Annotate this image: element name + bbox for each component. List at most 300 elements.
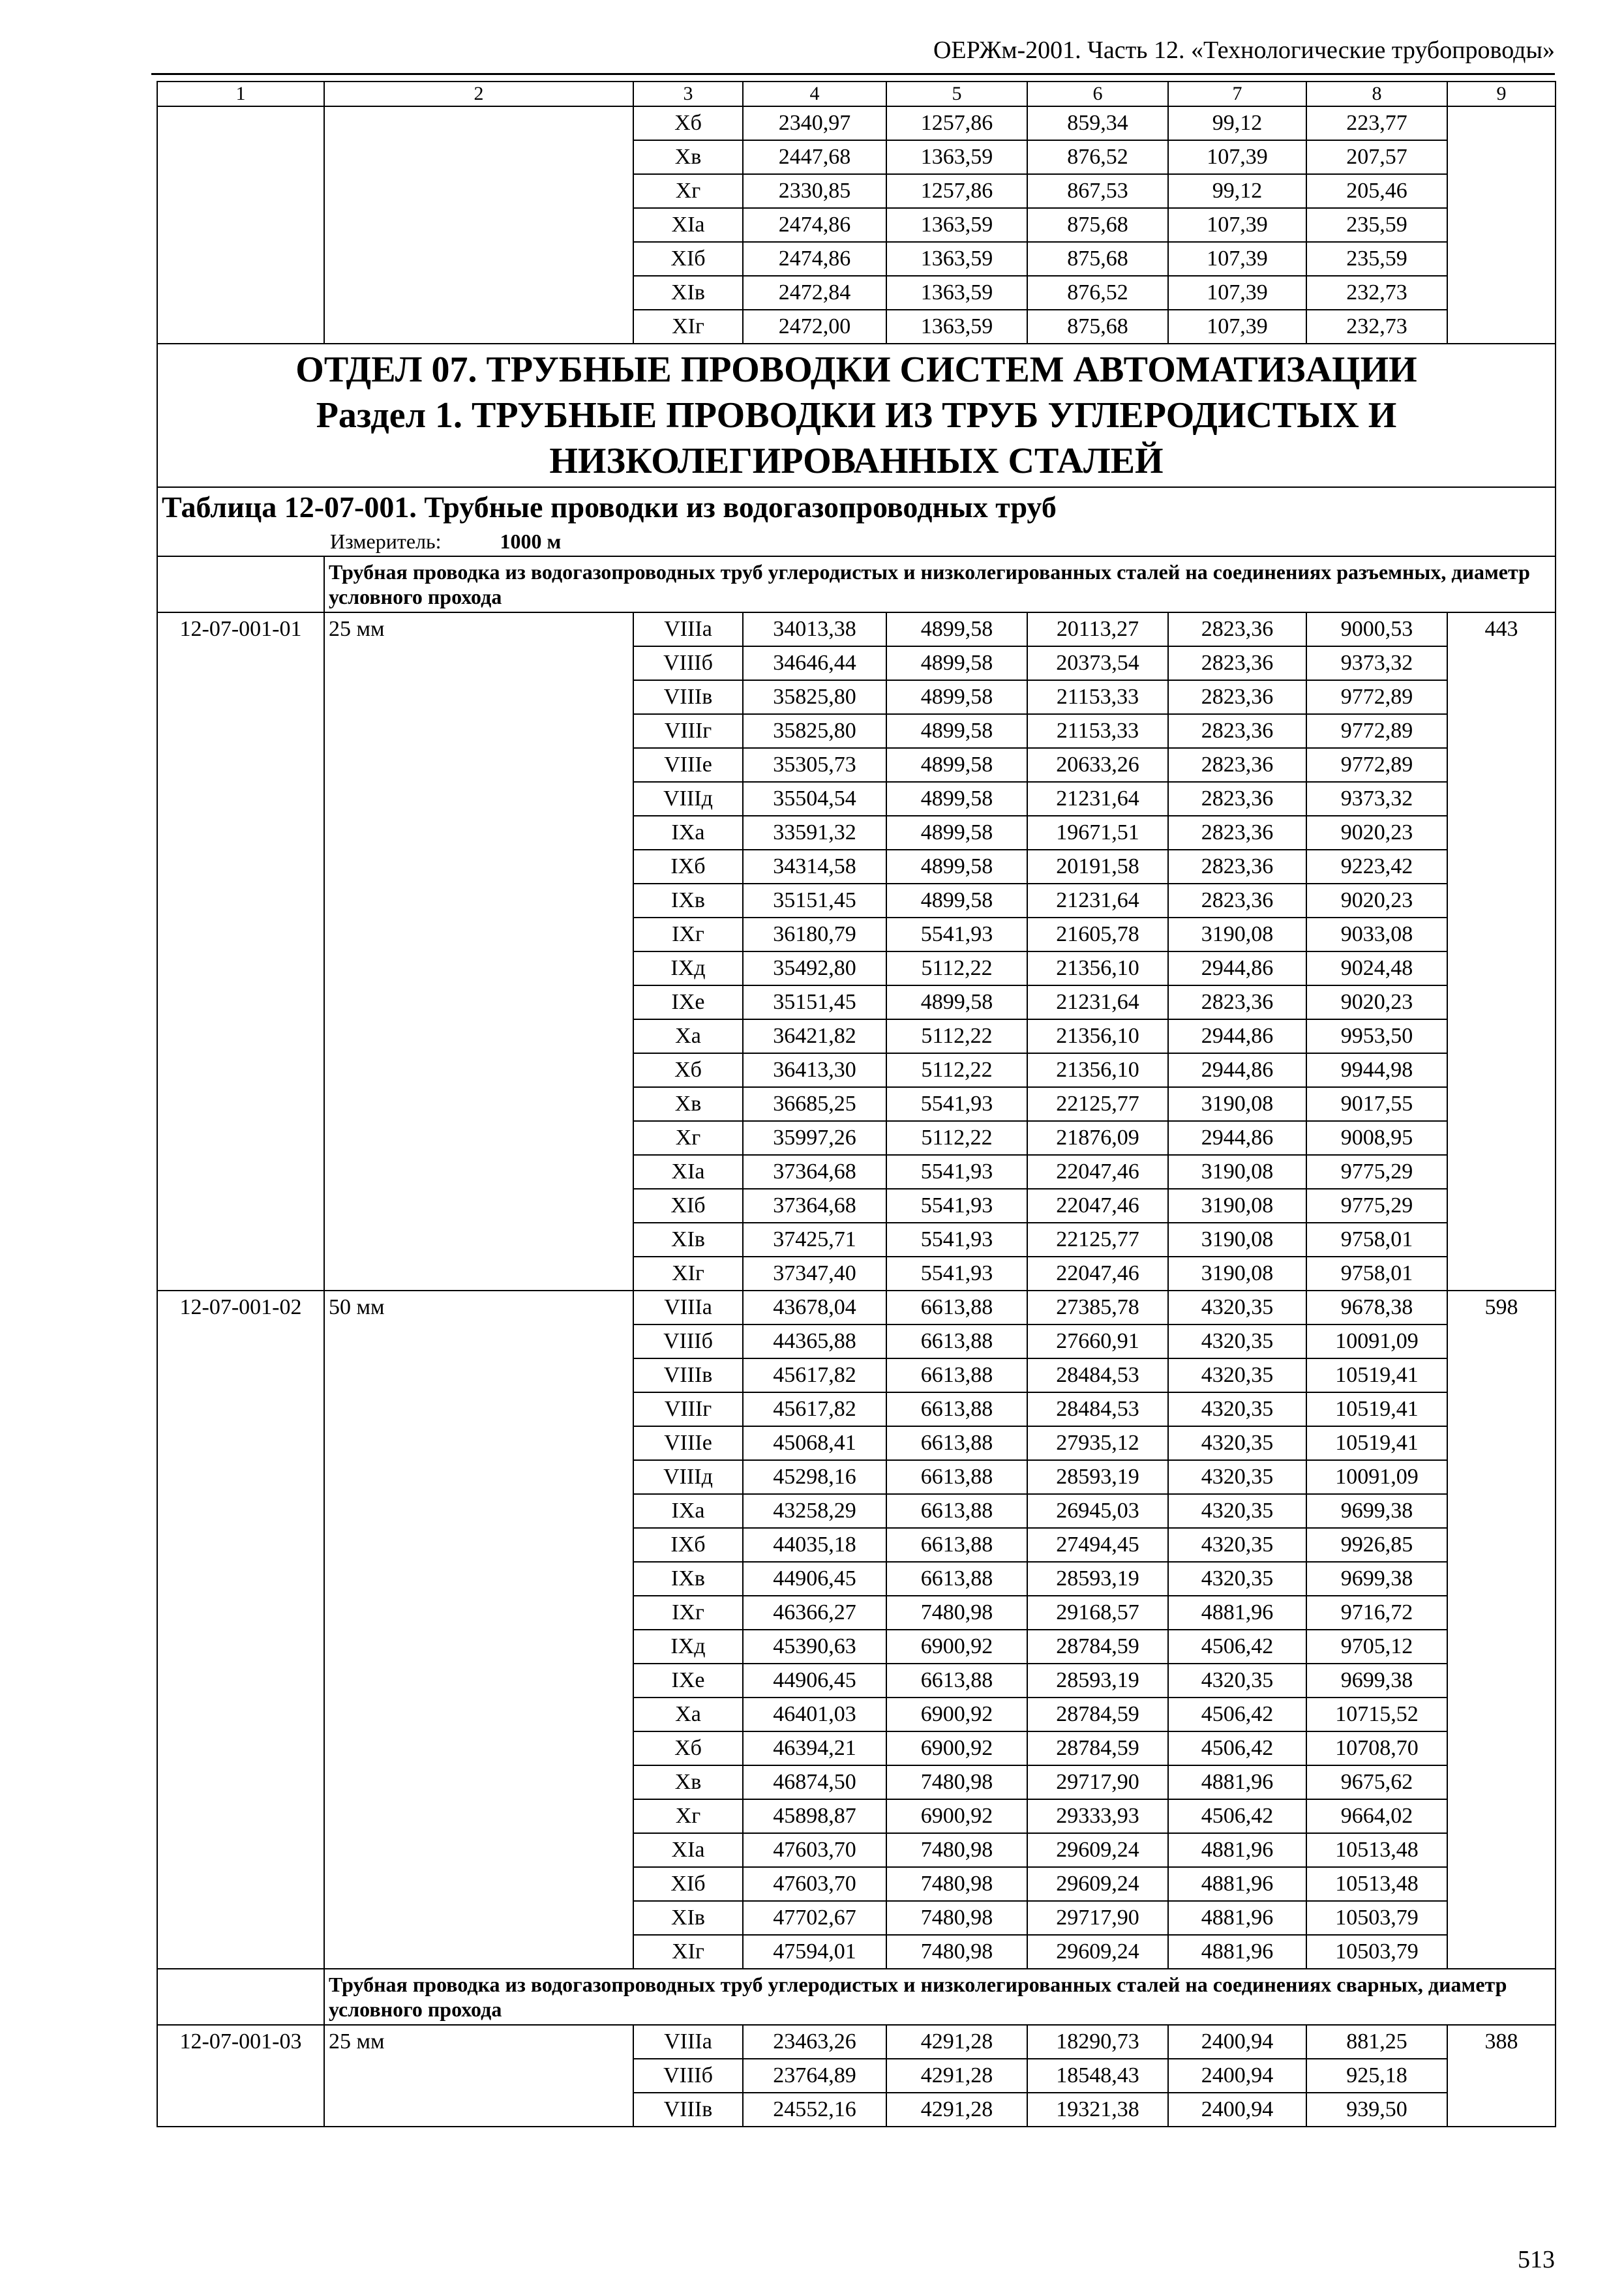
value-cell: 4506,42 (1168, 1731, 1306, 1765)
value-cell: 35305,73 (743, 748, 886, 782)
value-cell: 10091,09 (1306, 1324, 1447, 1358)
value-cell: 235,59 (1306, 208, 1447, 242)
value-cell: 3190,08 (1168, 1257, 1306, 1291)
value-cell: 37364,68 (743, 1155, 886, 1189)
value-cell: 9705,12 (1306, 1630, 1447, 1664)
section-heading-line: ОТДЕЛ 07. ТРУБНЫЕ ПРОВОДКИ СИСТЕМ АВТОМАТИЗАЦИИ (295, 350, 1417, 390)
zone-cell: IХв (633, 884, 743, 918)
value-cell: 2823,36 (1168, 884, 1306, 918)
col9-cell (1447, 106, 1556, 344)
zone-cell: IХд (633, 951, 743, 985)
value-cell: 21356,10 (1027, 1019, 1168, 1053)
section-heading-row (157, 344, 1556, 487)
value-cell: 10503,79 (1306, 1935, 1447, 1969)
value-cell: 235,59 (1306, 242, 1447, 276)
value-cell: 28784,59 (1027, 1731, 1168, 1765)
item-code: 12-07-001-01 (157, 612, 324, 1291)
value-cell: 45617,82 (743, 1392, 886, 1426)
value-cell: 5541,93 (886, 1189, 1027, 1223)
zone-cell: ХIб (633, 1189, 743, 1223)
measure-line (162, 527, 1551, 556)
zone-cell: ХIг (633, 310, 743, 344)
zone-cell: ХIа (633, 1155, 743, 1189)
item-col9: 443 (1447, 612, 1556, 1291)
value-cell: 35504,54 (743, 782, 886, 816)
value-cell: 28484,53 (1027, 1392, 1168, 1426)
zone-cell: ХIв (633, 1901, 743, 1935)
value-cell: 35997,26 (743, 1121, 886, 1155)
zone-cell: VIIIе (633, 1426, 743, 1460)
zone-cell: Ха (633, 1019, 743, 1053)
value-cell: 1363,59 (886, 208, 1027, 242)
value-cell: 4320,35 (1168, 1324, 1306, 1358)
value-cell: 19671,51 (1027, 816, 1168, 850)
value-cell: 4899,58 (886, 680, 1027, 714)
column-number: 5 (886, 82, 1027, 106)
value-cell: 2823,36 (1168, 612, 1306, 646)
value-cell: 9373,32 (1306, 782, 1447, 816)
value-cell: 33591,32 (743, 816, 886, 850)
value-cell: 4291,28 (886, 2025, 1027, 2059)
value-cell: 9758,01 (1306, 1223, 1447, 1257)
value-cell: 3190,08 (1168, 918, 1306, 951)
value-cell: 6900,92 (886, 1799, 1027, 1833)
value-cell: 207,57 (1306, 140, 1447, 174)
value-cell: 29333,93 (1027, 1799, 1168, 1833)
value-cell: 9699,38 (1306, 1562, 1447, 1596)
value-cell: 2447,68 (743, 140, 886, 174)
zone-cell: ХIг (633, 1257, 743, 1291)
value-cell: 4291,28 (886, 2093, 1027, 2127)
value-cell: 5112,22 (886, 1053, 1027, 1087)
value-cell: 2400,94 (1168, 2059, 1306, 2093)
value-cell: 21356,10 (1027, 1053, 1168, 1087)
value-cell: 7480,98 (886, 1833, 1027, 1867)
value-cell: 21231,64 (1027, 884, 1168, 918)
zone-cell: Хв (633, 140, 743, 174)
value-cell: 27494,45 (1027, 1528, 1168, 1562)
value-cell: 37347,40 (743, 1257, 886, 1291)
column-number: 7 (1168, 82, 1306, 106)
value-cell: 35492,80 (743, 951, 886, 985)
value-cell: 29609,24 (1027, 1833, 1168, 1867)
value-cell: 28484,53 (1027, 1358, 1168, 1392)
value-cell: 45898,87 (743, 1799, 886, 1833)
value-cell: 4320,35 (1168, 1562, 1306, 1596)
value-cell: 5112,22 (886, 951, 1027, 985)
value-cell: 37364,68 (743, 1189, 886, 1223)
zone-cell: IХг (633, 1596, 743, 1630)
value-cell: 28593,19 (1027, 1664, 1168, 1698)
value-cell: 4899,58 (886, 816, 1027, 850)
value-cell: 34646,44 (743, 646, 886, 680)
zone-cell: VIIIв (633, 680, 743, 714)
value-cell: 5541,93 (886, 1087, 1027, 1121)
section-heading-line: Раздел 1. ТРУБНЫЕ ПРОВОДКИ ИЗ ТРУБ УГЛЕРОДИСТЫХ И (316, 395, 1397, 436)
value-cell: 22125,77 (1027, 1087, 1168, 1121)
zone-cell: IХг (633, 918, 743, 951)
value-cell: 27660,91 (1027, 1324, 1168, 1358)
zone-cell: Хг (633, 174, 743, 208)
column-number: 6 (1027, 82, 1168, 106)
value-cell: 47603,70 (743, 1833, 886, 1867)
value-cell: 36180,79 (743, 918, 886, 951)
name-cell (324, 106, 633, 344)
value-cell: 9008,95 (1306, 1121, 1447, 1155)
zone-cell: Хб (633, 1053, 743, 1087)
value-cell: 2400,94 (1168, 2093, 1306, 2127)
zone-cell: VIIIа (633, 612, 743, 646)
price-table (157, 81, 1556, 2127)
value-cell: 27935,12 (1027, 1426, 1168, 1460)
group-description: Трубная проводка из водогазопроводных труб углеродистых и низколегированных сталей на соединениях разъемных, диаметр условного прохода (324, 556, 1556, 612)
value-cell: 26945,03 (1027, 1494, 1168, 1528)
value-cell: 7480,98 (886, 1867, 1027, 1901)
value-cell: 18290,73 (1027, 2025, 1168, 2059)
item-name: 25 мм (324, 2025, 633, 2127)
value-cell: 99,12 (1168, 106, 1306, 140)
value-cell: 4320,35 (1168, 1392, 1306, 1426)
value-cell: 5112,22 (886, 1019, 1027, 1053)
zone-cell: IХд (633, 1630, 743, 1664)
value-cell: 939,50 (1306, 2093, 1447, 2127)
zone-cell: IХа (633, 1494, 743, 1528)
value-cell: 20191,58 (1027, 850, 1168, 884)
value-cell: 6900,92 (886, 1698, 1027, 1731)
value-cell: 46874,50 (743, 1765, 886, 1799)
value-cell: 881,25 (1306, 2025, 1447, 2059)
zone-cell: ХIб (633, 242, 743, 276)
value-cell: 4320,35 (1168, 1358, 1306, 1392)
zone-cell: VIIIб (633, 2059, 743, 2093)
value-cell: 44906,45 (743, 1664, 886, 1698)
value-cell: 9678,38 (1306, 1291, 1447, 1324)
value-cell: 4881,96 (1168, 1935, 1306, 1969)
value-cell: 10708,70 (1306, 1731, 1447, 1765)
value-cell: 107,39 (1168, 140, 1306, 174)
value-cell: 2823,36 (1168, 714, 1306, 748)
zone-cell: Ха (633, 1698, 743, 1731)
table-title-row (157, 487, 1556, 556)
value-cell: 9926,85 (1306, 1528, 1447, 1562)
value-cell: 4899,58 (886, 612, 1027, 646)
value-cell: 99,12 (1168, 174, 1306, 208)
zone-cell: VIIIг (633, 714, 743, 748)
value-cell: 4320,35 (1168, 1291, 1306, 1324)
value-cell: 9017,55 (1306, 1087, 1447, 1121)
blank-cell (157, 1969, 324, 2025)
value-cell: 45390,63 (743, 1630, 886, 1664)
item-name: 25 мм (324, 612, 633, 1291)
value-cell: 10513,48 (1306, 1867, 1447, 1901)
value-cell: 29717,90 (1027, 1901, 1168, 1935)
zone-cell: ХIв (633, 1223, 743, 1257)
value-cell: 3190,08 (1168, 1223, 1306, 1257)
value-cell: 4506,42 (1168, 1698, 1306, 1731)
value-cell: 6613,88 (886, 1291, 1027, 1324)
value-cell: 20633,26 (1027, 748, 1168, 782)
value-cell: 35825,80 (743, 714, 886, 748)
value-cell: 24552,16 (743, 2093, 886, 2127)
value-cell: 4506,42 (1168, 1799, 1306, 1833)
zone-cell: VIIIв (633, 1358, 743, 1392)
zone-cell: IХб (633, 850, 743, 884)
value-cell: 4881,96 (1168, 1901, 1306, 1935)
zone-cell: VIIIг (633, 1392, 743, 1426)
value-cell: 9758,01 (1306, 1257, 1447, 1291)
value-cell: 859,34 (1027, 106, 1168, 140)
value-cell: 44035,18 (743, 1528, 886, 1562)
value-cell: 2823,36 (1168, 782, 1306, 816)
table-title-cell (157, 487, 1556, 556)
table-row (157, 106, 1556, 140)
value-cell: 875,68 (1027, 310, 1168, 344)
value-cell: 28593,19 (1027, 1562, 1168, 1596)
value-cell: 5541,93 (886, 1155, 1027, 1189)
zone-cell: VIIIв (633, 2093, 743, 2127)
value-cell: 4506,42 (1168, 1630, 1306, 1664)
value-cell: 2400,94 (1168, 2025, 1306, 2059)
value-cell: 4899,58 (886, 884, 1027, 918)
value-cell: 1363,59 (886, 310, 1027, 344)
value-cell: 6613,88 (886, 1324, 1027, 1358)
value-cell: 4899,58 (886, 714, 1027, 748)
value-cell: 2944,86 (1168, 1053, 1306, 1087)
zone-cell: Хб (633, 1731, 743, 1765)
value-cell: 18548,43 (1027, 2059, 1168, 2093)
value-cell: 43258,29 (743, 1494, 886, 1528)
section-heading-line: НИЗКОЛЕГИРОВАННЫХ СТАЛЕЙ (549, 441, 1164, 481)
value-cell: 9000,53 (1306, 612, 1447, 646)
value-cell: 6900,92 (886, 1731, 1027, 1765)
value-cell: 44906,45 (743, 1562, 886, 1596)
value-cell: 2340,97 (743, 106, 886, 140)
value-cell: 9775,29 (1306, 1155, 1447, 1189)
value-cell: 9716,72 (1306, 1596, 1447, 1630)
item-name: 50 мм (324, 1291, 633, 1969)
value-cell: 4320,35 (1168, 1426, 1306, 1460)
value-cell: 27385,78 (1027, 1291, 1168, 1324)
value-cell: 1363,59 (886, 276, 1027, 310)
value-cell: 45617,82 (743, 1358, 886, 1392)
zone-cell: ХIа (633, 1833, 743, 1867)
item-code: 12-07-001-02 (157, 1291, 324, 1969)
value-cell: 46394,21 (743, 1731, 886, 1765)
section-heading (157, 344, 1556, 487)
value-cell: 4320,35 (1168, 1460, 1306, 1494)
value-cell: 6613,88 (886, 1664, 1027, 1698)
zone-cell: VIIIа (633, 1291, 743, 1324)
value-cell: 1363,59 (886, 140, 1027, 174)
value-cell: 10715,52 (1306, 1698, 1447, 1731)
value-cell: 10513,48 (1306, 1833, 1447, 1867)
value-cell: 9020,23 (1306, 816, 1447, 850)
value-cell: 107,39 (1168, 242, 1306, 276)
zone-cell: ХIб (633, 1867, 743, 1901)
zone-cell: VIIIд (633, 1460, 743, 1494)
value-cell: 4320,35 (1168, 1494, 1306, 1528)
value-cell: 22125,77 (1027, 1223, 1168, 1257)
value-cell: 10519,41 (1306, 1392, 1447, 1426)
value-cell: 29168,57 (1027, 1596, 1168, 1630)
value-cell: 9772,89 (1306, 680, 1447, 714)
column-number: 4 (743, 82, 886, 106)
value-cell: 5112,22 (886, 1121, 1027, 1155)
value-cell: 10091,09 (1306, 1460, 1447, 1494)
value-cell: 4320,35 (1168, 1664, 1306, 1698)
measure-value: 1000 м (500, 530, 562, 553)
value-cell: 21153,33 (1027, 714, 1168, 748)
column-number: 9 (1447, 82, 1556, 106)
value-cell: 6613,88 (886, 1528, 1027, 1562)
value-cell: 22047,46 (1027, 1189, 1168, 1223)
value-cell: 47702,67 (743, 1901, 886, 1935)
value-cell: 2944,86 (1168, 951, 1306, 985)
value-cell: 9024,48 (1306, 951, 1447, 985)
value-cell: 2823,36 (1168, 985, 1306, 1019)
zone-cell: VIIIд (633, 782, 743, 816)
value-cell: 45298,16 (743, 1460, 886, 1494)
value-cell: 4899,58 (886, 985, 1027, 1019)
value-cell: 36413,30 (743, 1053, 886, 1087)
value-cell: 35825,80 (743, 680, 886, 714)
value-cell: 4899,58 (886, 782, 1027, 816)
value-cell: 2823,36 (1168, 850, 1306, 884)
item-col9: 388 (1447, 2025, 1556, 2127)
value-cell: 6613,88 (886, 1358, 1027, 1392)
value-cell: 5541,93 (886, 1257, 1027, 1291)
value-cell: 5541,93 (886, 918, 1027, 951)
zone-cell: IХе (633, 985, 743, 1019)
value-cell: 47594,01 (743, 1935, 886, 1969)
value-cell: 5541,93 (886, 1223, 1027, 1257)
zone-cell: IХв (633, 1562, 743, 1596)
zone-cell: IХе (633, 1664, 743, 1698)
value-cell: 9772,89 (1306, 748, 1447, 782)
zone-cell: IХа (633, 816, 743, 850)
value-cell: 2474,86 (743, 242, 886, 276)
value-cell: 29609,24 (1027, 1867, 1168, 1901)
value-cell: 867,53 (1027, 174, 1168, 208)
group-description-row (157, 1969, 1556, 2025)
value-cell: 35151,45 (743, 884, 886, 918)
value-cell: 875,68 (1027, 208, 1168, 242)
header-rule (151, 73, 1555, 75)
value-cell: 20113,27 (1027, 612, 1168, 646)
value-cell: 9675,62 (1306, 1765, 1447, 1799)
value-cell: 6613,88 (886, 1494, 1027, 1528)
value-cell: 876,52 (1027, 140, 1168, 174)
value-cell: 2823,36 (1168, 748, 1306, 782)
zone-cell: Хв (633, 1087, 743, 1121)
value-cell: 28784,59 (1027, 1630, 1168, 1664)
value-cell: 37425,71 (743, 1223, 886, 1257)
value-cell: 107,39 (1168, 310, 1306, 344)
value-cell: 3190,08 (1168, 1155, 1306, 1189)
value-cell: 2823,36 (1168, 816, 1306, 850)
zone-cell: VIIIб (633, 1324, 743, 1358)
value-cell: 21231,64 (1027, 782, 1168, 816)
value-cell: 36685,25 (743, 1087, 886, 1121)
value-cell: 7480,98 (886, 1596, 1027, 1630)
value-cell: 21356,10 (1027, 951, 1168, 985)
value-cell: 9033,08 (1306, 918, 1447, 951)
zone-cell: VIIIе (633, 748, 743, 782)
zone-cell: Хб (633, 106, 743, 140)
value-cell: 3190,08 (1168, 1189, 1306, 1223)
value-cell: 7480,98 (886, 1765, 1027, 1799)
value-cell: 10519,41 (1306, 1358, 1447, 1392)
table-row (157, 612, 1556, 646)
zone-cell: Хг (633, 1121, 743, 1155)
value-cell: 36421,82 (743, 1019, 886, 1053)
page-number: 513 (1518, 2246, 1555, 2273)
value-cell: 9772,89 (1306, 714, 1447, 748)
value-cell: 19321,38 (1027, 2093, 1168, 2127)
value-cell: 4320,35 (1168, 1528, 1306, 1562)
value-cell: 6613,88 (886, 1392, 1027, 1426)
value-cell: 2944,86 (1168, 1019, 1306, 1053)
value-cell: 10519,41 (1306, 1426, 1447, 1460)
value-cell: 23764,89 (743, 2059, 886, 2093)
value-cell: 9373,32 (1306, 646, 1447, 680)
value-cell: 22047,46 (1027, 1257, 1168, 1291)
value-cell: 6613,88 (886, 1562, 1027, 1596)
value-cell: 43678,04 (743, 1291, 886, 1324)
zone-cell: VIIIб (633, 646, 743, 680)
value-cell: 47603,70 (743, 1867, 886, 1901)
value-cell: 28784,59 (1027, 1698, 1168, 1731)
value-cell: 10503,79 (1306, 1901, 1447, 1935)
value-cell: 232,73 (1306, 310, 1447, 344)
value-cell: 9020,23 (1306, 985, 1447, 1019)
value-cell: 6613,88 (886, 1460, 1027, 1494)
value-cell: 1257,86 (886, 106, 1027, 140)
column-number: 3 (633, 82, 743, 106)
value-cell: 46366,27 (743, 1596, 886, 1630)
measure-label: Измеритель: (330, 530, 442, 553)
value-cell: 1363,59 (886, 242, 1027, 276)
group-description: Трубная проводка из водогазопроводных труб углеродистых и низколегированных сталей на соединениях сварных, диаметр условного прохода (324, 1969, 1556, 2025)
value-cell: 45068,41 (743, 1426, 886, 1460)
value-cell: 4899,58 (886, 748, 1027, 782)
value-cell: 2823,36 (1168, 646, 1306, 680)
value-cell: 29717,90 (1027, 1765, 1168, 1799)
value-cell: 4881,96 (1168, 1833, 1306, 1867)
value-cell: 3190,08 (1168, 1087, 1306, 1121)
value-cell: 21231,64 (1027, 985, 1168, 1019)
value-cell: 28593,19 (1027, 1460, 1168, 1494)
value-cell: 21605,78 (1027, 918, 1168, 951)
value-cell: 2330,85 (743, 174, 886, 208)
value-cell: 2472,84 (743, 276, 886, 310)
column-number: 8 (1306, 82, 1447, 106)
running-header: ОЕРЖм-2001. Часть 12. «Технологические трубопроводы» (933, 37, 1555, 64)
value-cell: 6613,88 (886, 1426, 1027, 1460)
column-number-row (157, 82, 1556, 106)
value-cell: 21153,33 (1027, 680, 1168, 714)
value-cell: 9699,38 (1306, 1664, 1447, 1698)
value-cell: 223,77 (1306, 106, 1447, 140)
column-number: 1 (157, 82, 324, 106)
item-code: 12-07-001-03 (157, 2025, 324, 2127)
value-cell: 4291,28 (886, 2059, 1027, 2093)
value-cell: 29609,24 (1027, 1935, 1168, 1969)
zone-cell: IХб (633, 1528, 743, 1562)
value-cell: 35151,45 (743, 985, 886, 1019)
value-cell: 4899,58 (886, 850, 1027, 884)
value-cell: 9944,98 (1306, 1053, 1447, 1087)
